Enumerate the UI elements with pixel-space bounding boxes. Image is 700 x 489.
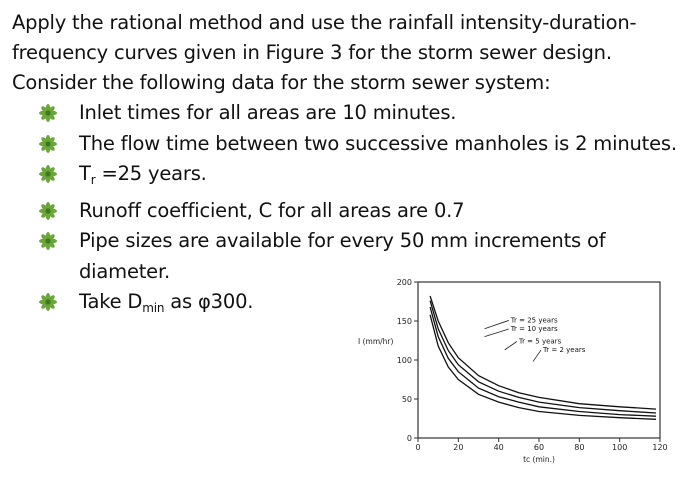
flower-bullet-icon [39,135,57,153]
x-tick-label: 120 [652,443,668,452]
series-annotation: Tr = 10 years [510,325,558,334]
annotation-leader [533,350,541,361]
list-item [12,196,696,227]
runoff-coefficient-text: Runoff coefficient, C for all areas are 0.7 [79,198,465,222]
pipe-size-text: Pipe sizes are available for every 50 mm increments of diameter. [79,229,606,283]
list-item [12,129,696,160]
y-tick-label: 200 [396,278,412,287]
y-tick-label: 100 [396,356,412,365]
flower-bullet-icon [39,202,57,220]
x-tick-label: 80 [574,443,585,452]
flower-bullet-icon [39,293,57,311]
flow-time-text: The flow time between two successive manholes is 2 minutes. [79,131,677,155]
flower-bullet-icon [39,165,57,183]
y-tick-label: 50 [401,395,412,404]
idf-curve-chart [340,270,680,485]
annotation-leader [505,342,517,350]
x-tick-label: 40 [493,443,504,452]
flower-bullet-icon [39,104,57,122]
return-period-symbol: T [79,162,91,185]
min-diameter-subscript: min [142,301,165,315]
x-axis-label: tc (min.) [523,455,555,464]
intro-line-3: Consider the following data for the storm sewer system: [12,71,551,94]
x-tick-label: 0 [415,443,421,452]
x-tick-label: 60 [533,443,545,452]
y-axis-label: I (mm/hr) [358,337,394,346]
intro-line-1: Apply the rational method and use the rainfall intensity-duration- [12,11,637,34]
x-tick-label: 20 [453,443,464,452]
series-annotation: Tr = 2 years [543,346,586,355]
min-diameter-value: as φ300. [164,290,254,313]
inlet-time-text: Inlet times for all areas are 10 minutes. [79,101,457,124]
series-annotation: Tr = 25 years [510,316,558,325]
y-tick-label: 0 [406,434,412,443]
intro-line-2: frequency curves given in Figure 3 for the storm sewer design. [12,41,612,64]
return-period-subscript: r [90,173,96,187]
flower-bullet-icon [39,232,57,250]
list-item [12,98,696,129]
list-item [12,159,696,196]
series-annotation: Tr = 5 years [518,337,562,346]
y-tick-label: 150 [396,317,412,326]
min-diameter-prefix: Take D [79,290,143,313]
annotation-leader [485,320,509,328]
return-period-value: =25 years. [95,162,207,185]
annotation-leader [485,329,509,337]
x-tick-label: 100 [612,443,628,452]
